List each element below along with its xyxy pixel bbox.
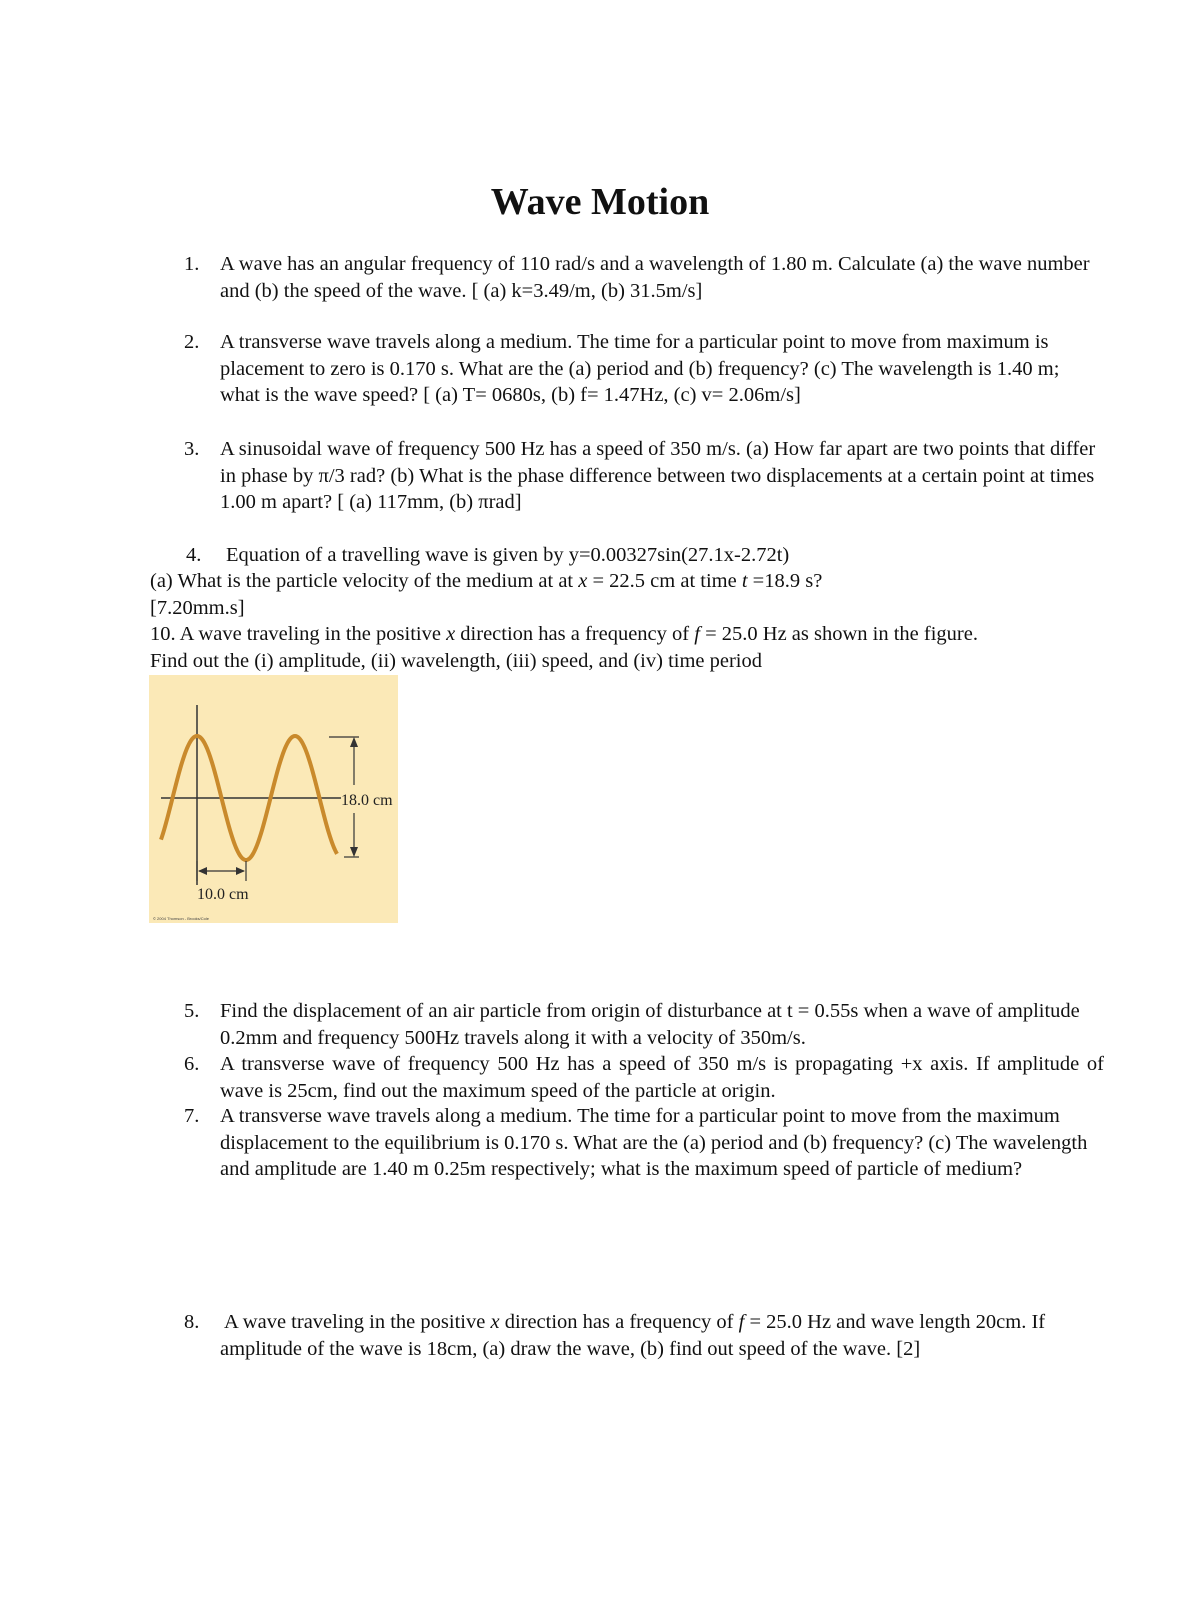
question-number: 6. (184, 1053, 200, 1075)
question-4 (186, 542, 1106, 569)
page-title: Wave Motion (490, 181, 710, 223)
question-4-answer: [7.20mm.s] (150, 596, 245, 619)
question-number: 2. (184, 331, 200, 353)
question-text: Find the displacement of an air particle from origin of disturbance at t = 0.55s when a wave of amplitude 0.2mm and frequency 500Hz travels along it with a velocity of 350m/s. (220, 1000, 1080, 1049)
figure-copyright: © 2004 Thomson - Brooks/Cole (153, 916, 210, 921)
question-8 (184, 1309, 1104, 1362)
question-1 (184, 251, 1104, 304)
question-text: A sinusoidal wave of frequency 500 Hz has a speed of 350 m/s. (a) How far apart are two points that differ in phase by π/3 rad? (b) What is the phase difference between two displacements at a certain point at times 1.00 m apart? [ (a) 117mm, (b) πrad] (220, 438, 1096, 513)
question-text: A transverse wave travels along a medium. The time for a particular point to move from maximum is placement to zero is 0.170 s. What are the (a) period and (b) frequency? (c) The wavelength is 1.40 m; what is the wave speed? [ (a) T= 0680s, (b) f= 1.47Hz, (c) v= 2.06m/s] (220, 331, 1060, 406)
question-number: 1. (184, 253, 200, 275)
question-10 (150, 621, 1110, 674)
question-4-part-a (150, 568, 1110, 621)
question-3 (184, 436, 1104, 516)
amplitude-arrowhead-down (350, 847, 358, 857)
question-10-text: 10. A wave traveling in the positive x direction has a frequency of f = 25.0 Hz as shown in the figure. (150, 623, 978, 645)
amplitude-label: 18.0 cm (341, 792, 393, 809)
question-6 (184, 1051, 1104, 1104)
wave-diagram (149, 675, 398, 923)
question-text: A transverse wave travels along a medium. The time for a particular point to move from the maximum displacement to the equilibrium is 0.170 s. What are the (a) period and (b) frequency? (c) The wavelength and amplitude are 1.40 m 0.25m respectively; what is the maximum speed of particle of medium? (220, 1105, 1088, 1180)
question-number: 8. (184, 1311, 200, 1333)
wavelength-arrowhead-right (236, 867, 245, 875)
question-text: Equation of a travelling wave is given by y=0.00327sin(27.1x-2.72t) (226, 544, 790, 566)
question-text: A wave has an angular frequency of 110 rad/s and a wavelength of 1.80 m. Calculate (a) the wave number and (b) the speed of the wave. [ (a) k=3.49/m, (b) 31.5m/s] (220, 253, 1090, 302)
wave-figure (149, 675, 398, 923)
question-text: A transverse wave of frequency 500 Hz has a speed of 350 m/s is propagating +x axis. If amplitude of wave is 25cm, find out the maximum speed of the particle at origin. (220, 1053, 1104, 1102)
question-number: 3. (184, 438, 200, 460)
wavelength-arrowhead-left (198, 867, 207, 875)
question-2 (184, 329, 1104, 409)
question-10-line-2: Find out the (i) amplitude, (ii) wavelength, (iii) speed, and (iv) time period (150, 649, 762, 672)
question-number: 5. (184, 1000, 200, 1022)
question-4-part-a-text: (a) What is the particle velocity of the medium at at x = 22.5 cm at time t =18.9 s? (150, 570, 823, 592)
wavelength-label: 10.0 cm (197, 886, 249, 903)
question-text: A wave traveling in the positive x direction has a frequency of f = 25.0 Hz and wave length 20cm. If amplitude of the wave is 18cm, (a) draw the wave, (b) find out speed of the wave. [2] (220, 1311, 1046, 1360)
question-number: 4. (186, 544, 202, 566)
question-number: 7. (184, 1105, 200, 1127)
question-7 (184, 1103, 1104, 1183)
amplitude-arrowhead-up (350, 737, 358, 747)
question-5 (184, 998, 1104, 1051)
